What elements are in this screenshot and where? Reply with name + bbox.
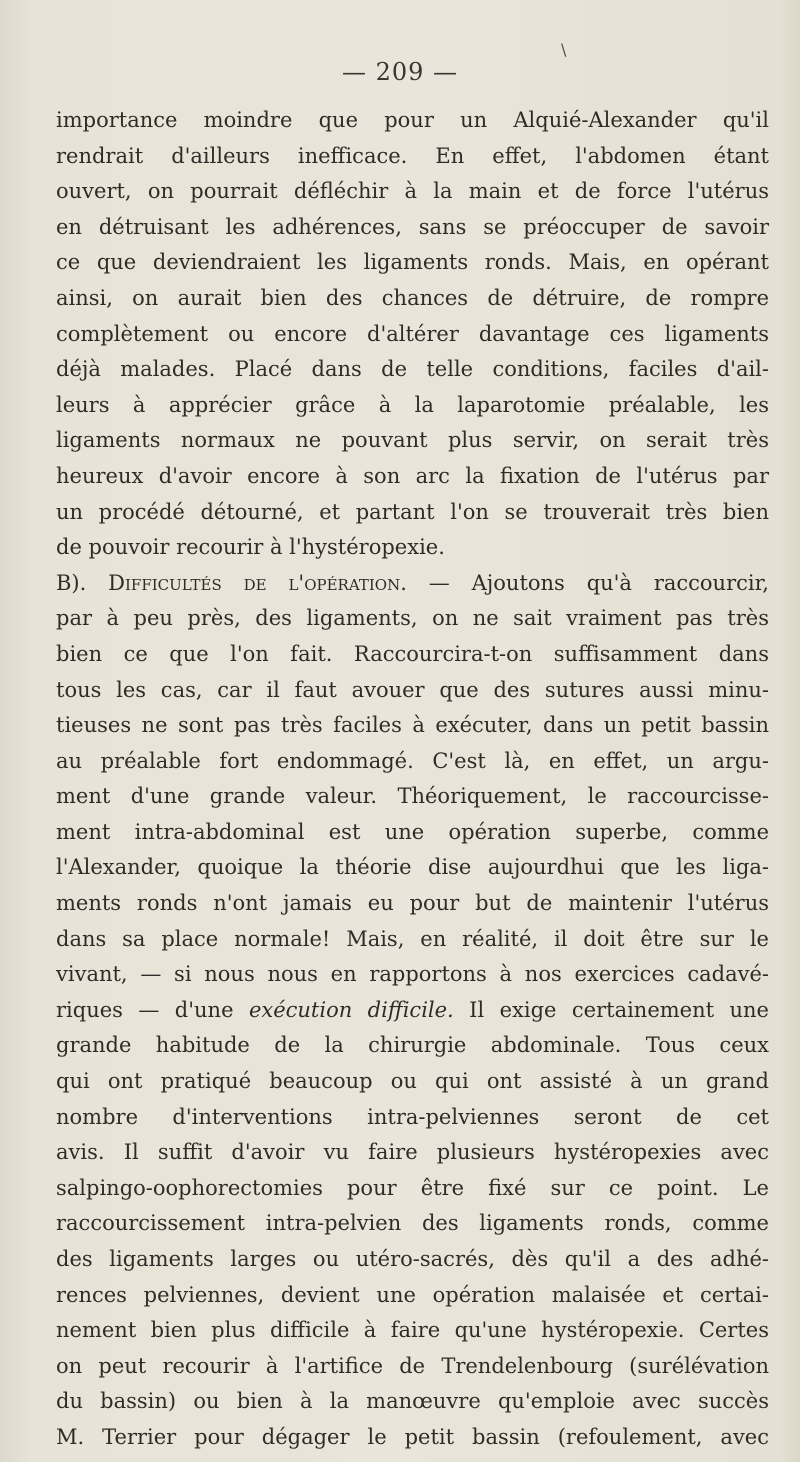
line-text: par à peu près, des ligaments, on ne sait vraiment pas très bbox=[56, 606, 769, 631]
text-line bbox=[56, 1028, 769, 1064]
text-line bbox=[56, 245, 769, 281]
line-text: avis. Il suffit d'avoir vu faire plusieurs hystéropexies avec bbox=[56, 1140, 769, 1165]
text-line bbox=[56, 281, 769, 317]
margin-mark: \ bbox=[561, 40, 567, 59]
text-line bbox=[56, 708, 769, 744]
line-text: nombre d'interventions intra-pelviennes seront de cet bbox=[56, 1104, 769, 1129]
body-text bbox=[56, 103, 769, 1456]
text-line bbox=[56, 530, 769, 566]
line-text: de pouvoir recourir à l'hystéropexie. bbox=[56, 535, 445, 560]
line-text: au préalable fort endommagé. C'est là, en effet, un argu- bbox=[56, 748, 769, 773]
line-text: tieuses ne sont pas très faciles à exécuter, dans un petit bassin bbox=[56, 713, 769, 738]
text-line bbox=[56, 566, 769, 602]
text-line bbox=[56, 850, 769, 886]
text-line bbox=[56, 1420, 769, 1456]
line-text: bien ce que l'on fait. Raccourcira-t-on suffisamment dans bbox=[56, 641, 769, 666]
text-line bbox=[56, 779, 769, 815]
text-line bbox=[56, 103, 769, 139]
section-heading: Difficultés de l'opération. bbox=[108, 570, 407, 595]
text-line bbox=[56, 459, 769, 495]
page-number: — 209 — bbox=[341, 58, 459, 86]
text-line bbox=[56, 352, 769, 388]
text-line bbox=[56, 317, 769, 353]
line-prefix: B). bbox=[56, 570, 109, 595]
line-text: dans sa place normale! Mais, en réalité, il doit être sur le bbox=[56, 926, 769, 951]
line-text: ainsi, on aurait bien des chances de détruire, de rompre bbox=[56, 285, 769, 310]
line-text: nement bien plus difficile à faire qu'une hystéropexie. Certes bbox=[56, 1318, 769, 1343]
line-text: ments ronds n'ont jamais eu pour but de maintenir l'utérus bbox=[56, 891, 769, 916]
text-line bbox=[56, 886, 769, 922]
line-text: ce que deviendraient les ligaments ronds. Mais, en opérant bbox=[56, 250, 769, 275]
text-line bbox=[56, 1064, 769, 1100]
text-line bbox=[56, 1135, 769, 1171]
line-text: un procédé détourné, et partant l'on se trouverait très bien bbox=[56, 499, 769, 524]
text-line bbox=[56, 1100, 769, 1136]
text-line bbox=[56, 1171, 769, 1207]
line-text: grande habitude de la chirurgie abdominale. Tous ceux bbox=[56, 1033, 769, 1058]
line-text: rences pelviennes, devient une opération malaisée et certai- bbox=[56, 1282, 769, 1307]
text-line bbox=[56, 815, 769, 851]
line-text: vivant, — si nous nous en rapportons à nos exercices cadavé- bbox=[56, 962, 769, 987]
line-text: raccourcissement intra-pelvien des ligaments ronds, comme bbox=[56, 1211, 769, 1236]
text-line bbox=[56, 174, 769, 210]
line-text: des ligaments larges ou utéro-sacrés, dès qu'il a des adhé- bbox=[56, 1247, 769, 1271]
text-line bbox=[56, 957, 769, 993]
line-text: l'Alexander, quoique la théorie dise aujourdhui que les liga- bbox=[56, 855, 769, 880]
emphasis: exécution difficile. bbox=[248, 997, 454, 1022]
text-line bbox=[56, 495, 769, 531]
text-line bbox=[56, 1384, 769, 1420]
line-text: ligaments normaux ne pouvant plus servir, on serait très bbox=[56, 428, 769, 453]
line-text: tous les cas, car il faut avouer que des sutures aussi minu- bbox=[56, 677, 769, 702]
line-text: Il exige certainement une bbox=[453, 997, 769, 1022]
text-line bbox=[56, 1313, 769, 1349]
text-line bbox=[56, 388, 769, 424]
line-text: déjà malades. Placé dans de telle conditions, faciles d'ail- bbox=[56, 357, 769, 382]
line-text: importance moindre que pour un Alquié-Alexander qu'il bbox=[56, 108, 769, 132]
line-text: en détruisant les adhérences, sans se préoccuper de savoir bbox=[56, 214, 769, 239]
line-text: du bassin) ou bien à la manœuvre qu'emploie avec succès bbox=[56, 1389, 769, 1414]
line-text: — Ajoutons qu'à raccourcir, bbox=[406, 570, 769, 595]
line-text: salpingo-oophorectomies pour être fixé sur ce point. Le bbox=[56, 1175, 769, 1200]
line-text: leurs à apprécier grâce à la laparotomie préalable, les bbox=[56, 392, 769, 417]
line-text: ouvert, on pourrait défléchir à la main et de force l'utérus bbox=[56, 179, 769, 204]
line-prefix: riques — d'une bbox=[56, 997, 249, 1022]
text-line bbox=[56, 1278, 769, 1314]
text-line bbox=[56, 210, 769, 246]
text-line bbox=[56, 601, 769, 637]
line-text: qui ont pratiqué beaucoup ou qui ont assisté à un grand bbox=[56, 1069, 769, 1094]
line-text: M. Terrier pour dégager le petit bassin (refoulement, avec bbox=[56, 1424, 769, 1449]
line-text: heureux d'avoir encore à son arc la fixation de l'utérus par bbox=[56, 463, 769, 488]
text-line bbox=[56, 423, 769, 459]
line-text: complètement ou encore d'altérer davantage ces ligaments bbox=[56, 321, 769, 346]
line-text: ment intra-abdominal est une opération superbe, comme bbox=[56, 819, 769, 844]
text-line bbox=[56, 139, 769, 175]
text-line bbox=[56, 637, 769, 673]
text-line bbox=[56, 1349, 769, 1385]
text-line bbox=[56, 1242, 769, 1278]
line-text: ment d'une grande valeur. Théoriquement, le raccourcisse- bbox=[56, 784, 769, 809]
text-line bbox=[56, 673, 769, 709]
line-text: rendrait d'ailleurs inefficace. En effet, l'abdomen étant bbox=[56, 143, 769, 168]
text-line bbox=[56, 922, 769, 958]
line-text: on peut recourir à l'artifice de Trendelenbourg (surélévation bbox=[56, 1353, 769, 1378]
text-line bbox=[56, 1206, 769, 1242]
text-line bbox=[56, 993, 769, 1029]
text-line bbox=[56, 744, 769, 780]
